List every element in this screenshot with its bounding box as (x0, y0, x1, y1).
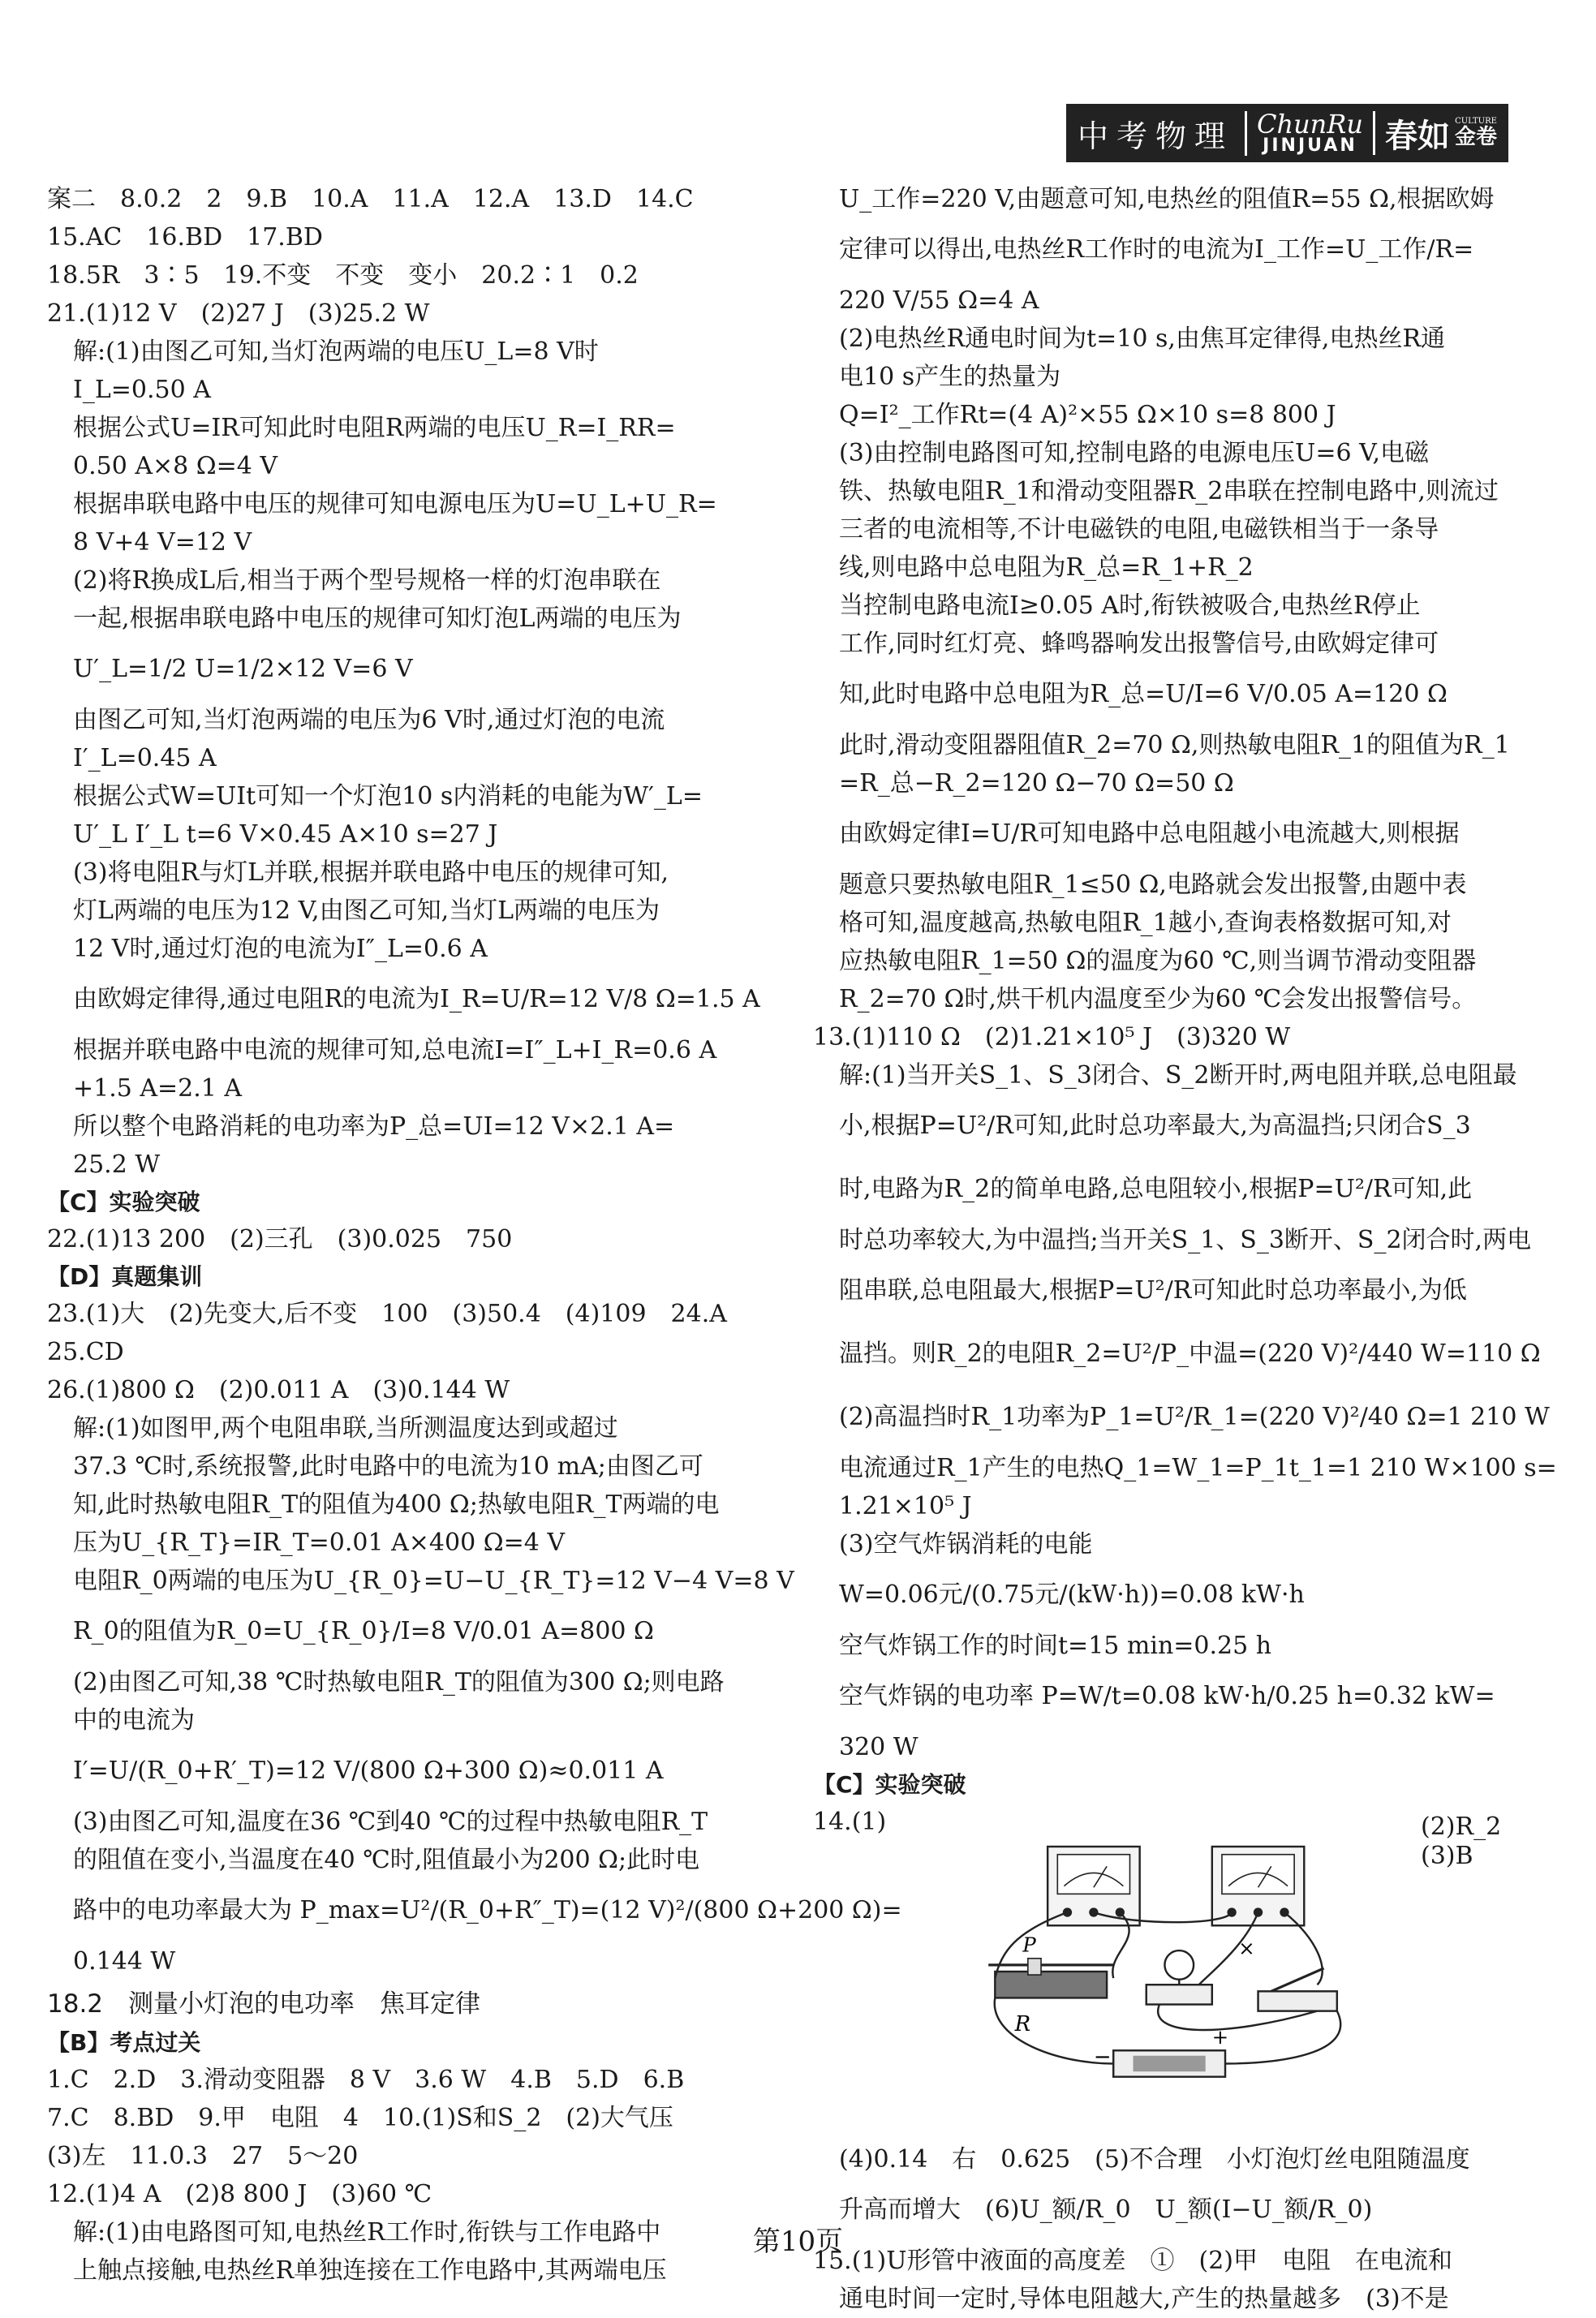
solution-line: +1.5 A=2.1 A (73, 1074, 243, 1103)
solution-line: 根据公式U=IR可知此时电阻R两端的电压U_R=I_RR= (73, 414, 676, 442)
solution-line: (3)将电阻R与灯L并联,根据并联电路中电压的规律可知, (73, 858, 669, 887)
answer-line: 23.(1)大 (2)先变大,后不变 100 (3)50.4 (4)109 24.A (47, 1300, 727, 1328)
header-subject: 中考物理 (1078, 111, 1247, 156)
solution-line: (3)空气炸锅消耗的电能 (839, 1530, 1093, 1559)
section-heading: 【B】考点过关 (47, 2029, 201, 2056)
solution-line: 25.2 W (73, 1150, 161, 1179)
answer-line: 7.C 8.BD 9.甲 电阻 4 10.(1)S和S_2 (2)大气压 (47, 2104, 673, 2132)
lamp-icon (1146, 1950, 1212, 2004)
solution-line: 由图乙可知,当灯泡两端的电压为6 V时,通过灯泡的电流 (73, 706, 665, 734)
logo-name: 金卷 (1454, 125, 1497, 150)
solution-line: (3)由控制电路图可知,控制电路的电源电压U=6 V,电磁 (839, 439, 1430, 467)
formula-line: W=0.06元/(0.75元/(kW·h))=0.08 kW·h (839, 1580, 1305, 1609)
solution-line: 的阻值在变小,当温度在40 ℃时,阻值最小为200 Ω;此时电 (73, 1846, 700, 1874)
solution-line: 空气炸锅工作的时间t=15 min=0.25 h (839, 1632, 1272, 1660)
logo-mark: 春如 (1384, 116, 1450, 155)
label-x-mark: × (1238, 1936, 1255, 1960)
solution-line: 时总功率较大,为中温挡;当开关S_1、S_3断开、S_2闭合时,两电 (839, 1226, 1532, 1254)
solution-line: 0.50 A×8 Ω=4 V (73, 452, 278, 480)
brand-latin-top: ChunRu (1256, 109, 1363, 140)
solution-line: 三者的电流相等,不计电磁铁的电阻,电磁铁相当于一条导 (839, 515, 1439, 544)
solution-line: 上触点接触,电热丝R单独连接在工作电路中,其两端电压 (73, 2256, 667, 2285)
solution-line: (2)电热丝R通电时间为t=10 s,由焦耳定律得,电热丝R通 (839, 325, 1446, 353)
solution-line: 铁、热敏电阻R_1和滑动变阻器R_2串联在控制电路中,则流过 (839, 477, 1499, 505)
solution-line: 1.21×10⁵ J (839, 1492, 972, 1520)
answer-line: 26.(1)800 Ω (2)0.011 A (3)0.144 W (47, 1376, 510, 1404)
solution-line: 根据串联电路中电压的规律可知电源电压为U=U_L+U_R= (73, 490, 717, 518)
answer-line: (3)左 11.0.3 27 5～20 (47, 2142, 359, 2170)
answer-line: 12.(1)4 A (2)8 800 J (3)60 ℃ (47, 2180, 432, 2208)
solution-line: 8 V+4 V=12 V (73, 528, 252, 557)
answer-line: 18.5R 3∶5 19.不变 不变 变小 20.2∶1 0.2 (47, 261, 639, 290)
label-plus: + (1212, 2025, 1229, 2049)
solution-line: 电阻R_0两端的电压为U_{R_0}=U−U_{R_T}=12 V−4 V=8 V (73, 1567, 794, 1595)
answer-line: 21.(1)12 V (2)27 J (3)25.2 W (47, 299, 430, 328)
formula-line: U′_L=1/2 U=1/2×12 V=6 V (73, 655, 413, 683)
battery-icon (1094, 2025, 1228, 2077)
solution-line: =R_总−R_2=120 Ω−70 Ω=50 Ω (839, 769, 1234, 798)
solution-line: 320 W (839, 1733, 918, 1761)
formula-line: 空气炸锅的电功率 P=W/t=0.08 kW·h/0.25 h=0.32 kW= (839, 1682, 1495, 1710)
answer-line: 13.(1)110 Ω (2)1.21×10⁵ J (3)320 W (813, 1023, 1291, 1051)
solution-line: 应热敏电阻R_1=50 Ω的温度为60 ℃,则当调节滑动变阻器 (839, 947, 1477, 975)
solution-line: Q=I²_工作Rt=(4 A)²×55 Ω×10 s=8 800 J (839, 401, 1336, 429)
solution-line: 解:(1)由图乙可知,当灯泡两端的电压U_L=8 V时 (73, 338, 599, 366)
formula-line: 由欧姆定律得,通过电阻R的电流为I_R=U/R=12 V/8 Ω=1.5 A (73, 985, 760, 1013)
solution-line: I′_L=0.45 A (73, 744, 217, 772)
formula-line: 升高而增大 (6)U_额/R_0 U_额(I−U_额/R_0) (839, 2195, 1373, 2224)
page-number: 第10页 (752, 2226, 844, 2258)
answer-line: 22.(1)13 200 (2)三孔 (3)0.025 750 (47, 1225, 513, 1254)
solution-line: 解:(1)如图甲,两个电阻串联,当所测温度达到或超过 (73, 1414, 618, 1443)
formula-line: 知,此时电路中总电阻为R_总=U/I=6 V/0.05 A=120 Ω (839, 680, 1448, 708)
formula-line: 阻串联,总电阻最大,根据P=U²/R可知此时总功率最小,为低 (839, 1276, 1467, 1305)
section-heading: 【D】真题集训 (47, 1263, 203, 1290)
solution-line: 解:(1)由电路图可知,电热丝R工作时,衔铁与工作电路中 (73, 2218, 661, 2247)
solution-line: 工作,同时红灯亮、蜂鸣器响发出报警信号,由欧姆定律可 (839, 630, 1439, 658)
solution-line: 压为U_{R_T}=IR_T=0.01 A×400 Ω=4 V (73, 1529, 566, 1557)
right-column (813, 180, 1557, 2318)
solution-line: 根据公式W=UIt可知一个灯泡10 s内消耗的电能为W′_L= (73, 782, 703, 811)
solution-line: (2)将R换成L后,相当于两个型号规格一样的灯泡串联在 (73, 566, 661, 595)
answer-line: 25.CD (47, 1338, 124, 1366)
solution-line: 格可知,温度越高,热敏电阻R_1越小,查询表格数据可知,对 (839, 909, 1452, 937)
switch-icon (1258, 1968, 1337, 2011)
solution-line: (3)由图乙可知,温度在36 ℃到40 ℃的过程中热敏电阻R_T (73, 1808, 708, 1836)
logo-small-text: CULTURE (1455, 117, 1497, 127)
label-p: P (1022, 1933, 1036, 1957)
question-14-row (813, 1803, 1548, 2140)
solution-line: 电流通过R_1产生的电热Q_1=W_1=P_1t_1=1 210 W×100 s= (839, 1454, 1557, 1482)
rheostat-icon (988, 1933, 1113, 2036)
solution-line: U′_L I′_L t=6 V×0.45 A×10 s=27 J (73, 820, 498, 849)
formula-line: R_0的阻值为R_0=U_{R_0}/I=8 V/0.01 A=800 Ω (73, 1617, 654, 1645)
chapter-title: 18.2 测量小灯泡的电功率 焦耳定律 (47, 1989, 481, 2019)
solution-line: I_L=0.50 A (73, 376, 211, 404)
solution-line: 12 V时,通过灯泡的电流为I″_L=0.6 A (73, 935, 488, 963)
solution-line: 一起,根据串联电路中电压的规律可知灯泡L两端的电压为 (73, 604, 682, 633)
answer-line: 案二 8.0.2 2 9.B 10.A 11.A 12.A 13.D 14.C (47, 185, 694, 213)
solution-line: 题意只要热敏电阻R_1≤50 Ω,电路就会发出报警,由题中表 (839, 871, 1467, 899)
formula-line: 时,电路为R_2的简单电路,总电阻较小,根据P=U²/R可知,此 (839, 1175, 1473, 1203)
solution-line: 此时,滑动变阻器阻值R_2=70 Ω,则热敏电阻R_1的阻值为R_1 (839, 731, 1510, 759)
answer-line: 15.(1)U形管中液面的高度差 ① (2)甲 电阻 在电流和 (813, 2247, 1452, 2275)
solution-line: 解:(1)当开关S_1、S_3闭合、S_2断开时,两电阻并联,总电阻最 (839, 1061, 1517, 1090)
label-r: R (1014, 2011, 1031, 2036)
header-logo (1375, 110, 1497, 157)
solution-line: U_工作=220 V,由题意可知,电热丝的阻值R=55 Ω,根据欧姆 (839, 185, 1495, 213)
circuit-diagram (975, 1809, 1396, 2134)
formula-line: 温挡。则R_2的电阻R_2=U²/P_中温=(220 V)²/440 W=110 Ω (839, 1340, 1541, 1368)
section-heading: 【C】实验突破 (813, 1771, 966, 1798)
solution-line: R_2=70 Ω时,烘干机内温度至少为60 ℃会发出报警信号。 (839, 985, 1477, 1013)
solution-line: 电10 s产生的热量为 (839, 363, 1061, 391)
header-banner (1066, 104, 1508, 162)
label-minus: − (1094, 2045, 1112, 2070)
formula-line: I′=U/(R_0+R′_T)=12 V/(800 Ω+300 Ω)≈0.011 A (73, 1757, 664, 1785)
solution-line: (2)由图乙可知,38 ℃时热敏电阻R_T的阻值为300 Ω;则电路 (73, 1668, 725, 1697)
section-heading: 【C】实验突破 (47, 1189, 200, 1215)
solution-line: 0.144 W (73, 1947, 176, 1976)
formula-line: (2)高温挡时R_1功率为P_1=U²/R_1=(220 V)²/40 Ω=1 210 W (839, 1403, 1550, 1431)
solution-line: 中的电流为 (73, 1706, 195, 1735)
solution-line: 通电时间一定时,导体电阻越大,产生的热量越多 (3)不是 (839, 2285, 1449, 2313)
question-14-answers: (2)R_2 (3)B (1420, 1813, 1526, 1870)
answer-line: 15.AC 16.BD 17.BD (47, 223, 323, 252)
solution-line: 所以整个电路消耗的电功率为P_总=UI=12 V×2.1 A= (73, 1112, 675, 1141)
formula-line: 由欧姆定律I=U/R可知电路中总电阻越小电流越大,则根据 (839, 819, 1460, 848)
formula-line: 220 V/55 Ω=4 A (839, 286, 1039, 315)
solution-line: (4)0.14 右 0.625 (5)不合理 小灯泡灯丝电阻随温度 (839, 2145, 1470, 2174)
solution-line: 37.3 ℃时,系统报警,此时电路中的电流为10 mA;由图乙可 (73, 1452, 703, 1481)
solution-line: 根据并联电路中电流的规律可知,总电流I=I″_L+I_R=0.6 A (73, 1036, 717, 1064)
header-brand (1247, 111, 1375, 155)
answer-line: 1.C 2.D 3.滑动变阻器 8 V 3.6 W 4.B 5.D 6.B (47, 2066, 685, 2094)
formula-line: 定律可以得出,电热丝R工作时的电流为I_工作=U_工作/R= (839, 235, 1474, 264)
solution-line: 线,则电路中总电阻为R_总=R_1+R_2 (839, 553, 1254, 582)
solution-line: 当控制电路电流I≥0.05 A时,衔铁被吸合,电热丝R停止 (839, 591, 1421, 620)
formula-line: 小,根据P=U²/R可知,此时总功率最大,为高温挡;只闭合S_3 (839, 1112, 1471, 1140)
formula-line: 路中的电功率最大为 P_max=U²/(R_0+R″_T)=(12 V)²/(800 Ω+200 Ω)= (73, 1896, 902, 1924)
brand-latin-bottom: JINJUAN (1263, 135, 1357, 156)
solution-line: 知,此时热敏电阻R_T的阻值为400 Ω;热敏电阻R_T两端的电 (73, 1490, 720, 1519)
solution-line: 灯L两端的电压为12 V,由图乙可知,当灯L两端的电压为 (73, 897, 660, 925)
question-14-label: 14.(1) (813, 1808, 887, 1836)
